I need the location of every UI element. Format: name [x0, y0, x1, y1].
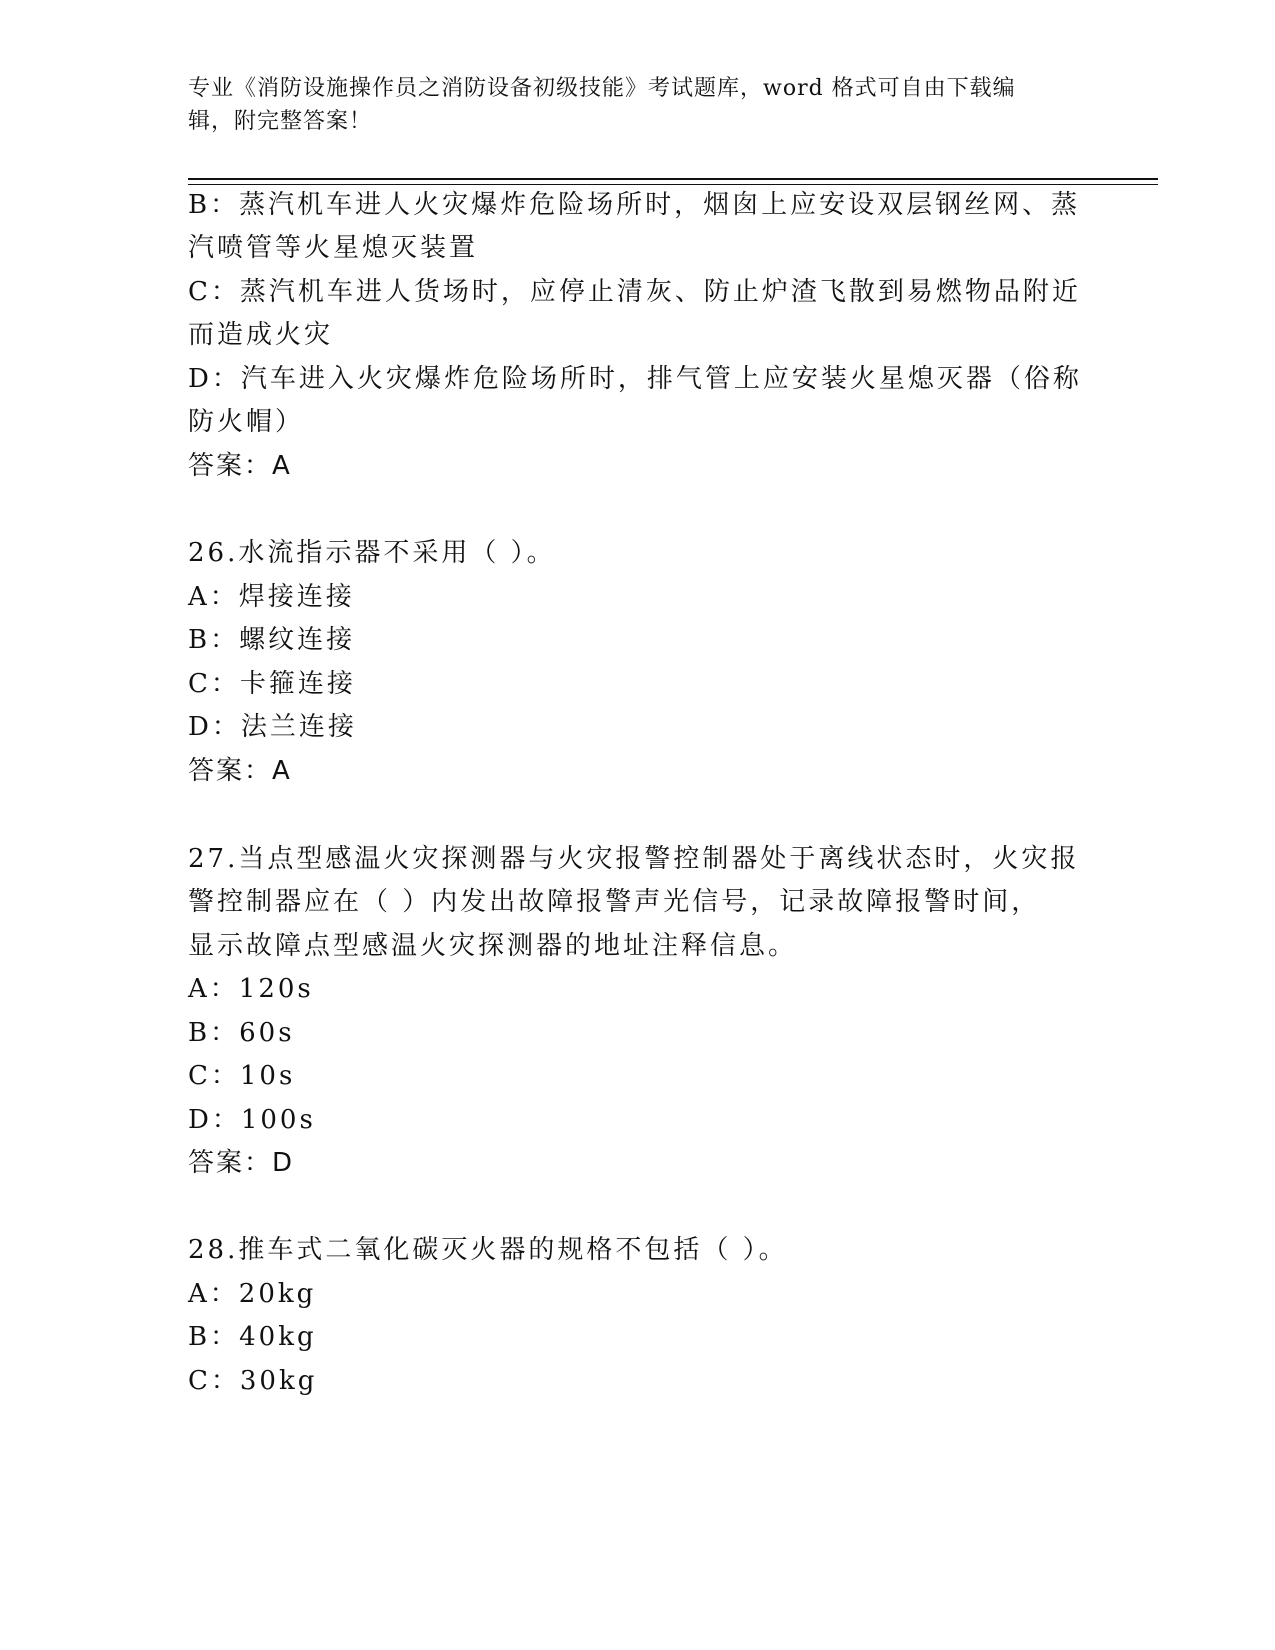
q25-option-b-line-1: B：蒸汽机车进人火灾爆炸危险场所时，烟囱上应安设双层钢丝网、蒸 — [188, 190, 1081, 220]
q28-stem: 28.推车式二氧化碳灭火器的规格不包括（ ）。 — [188, 1235, 788, 1265]
q28-option-c: C：30kg — [188, 1366, 318, 1396]
q27-option-c: C：10s — [188, 1061, 296, 1091]
q28-option-b: B：40kg — [188, 1322, 317, 1352]
q25-option-b-line-2: 汽喷管等火星熄灭装置 — [188, 233, 479, 263]
q26-option-a: A：焊接连接 — [188, 582, 355, 612]
q27-option-a: A：120s — [188, 974, 314, 1004]
q25-option-d-line-1: D：汽车进入火灾爆炸危险场所时，排气管上应安装火星熄灭器（俗称 — [188, 364, 1082, 394]
q26-answer: 答案：A — [188, 756, 292, 786]
q27-stem-line-3: 显示故障点型感温火灾探测器的地址注释信息。 — [188, 931, 798, 961]
header-line-1: 专业《消防设施操作员之消防设备初级技能》考试题库，word 格式可自由下载编 — [188, 76, 1016, 101]
q27-stem-line-2: 警控制器应在（ ）内发出故障报警声光信号，记录故障报警时间， — [188, 887, 1041, 917]
header-divider-thick — [188, 178, 1158, 180]
q26-option-b: B：螺纹连接 — [188, 625, 356, 655]
q26-option-d: D：法兰连接 — [188, 712, 357, 742]
q25-answer: 答案：A — [188, 451, 292, 481]
q27-stem-line-1: 27.当点型感温火灾探测器与火灾报警控制器处于离线状态时，火灾报 — [188, 844, 1080, 874]
q27-option-b: B：60s — [188, 1018, 295, 1048]
header-divider-thin — [188, 184, 1158, 185]
q26-stem: 26.水流指示器不采用（ ）。 — [188, 538, 556, 568]
q27-answer: 答案：D — [188, 1148, 295, 1178]
document-header — [188, 72, 1078, 138]
q26-option-c: C：卡箍连接 — [188, 669, 356, 699]
header-line-2: 辑，附完整答案！ — [188, 109, 373, 134]
q25-option-c-line-2: 而造成火灾 — [188, 320, 334, 350]
q28-option-a: A：20kg — [188, 1279, 317, 1309]
q25-option-c-line-1: C：蒸汽机车进人货场时，应停止清灰、防止炉渣飞散到易燃物品附近 — [188, 277, 1081, 307]
q27-option-d: D：100s — [188, 1105, 316, 1135]
q25-option-d-line-2: 防火帽） — [188, 407, 305, 437]
